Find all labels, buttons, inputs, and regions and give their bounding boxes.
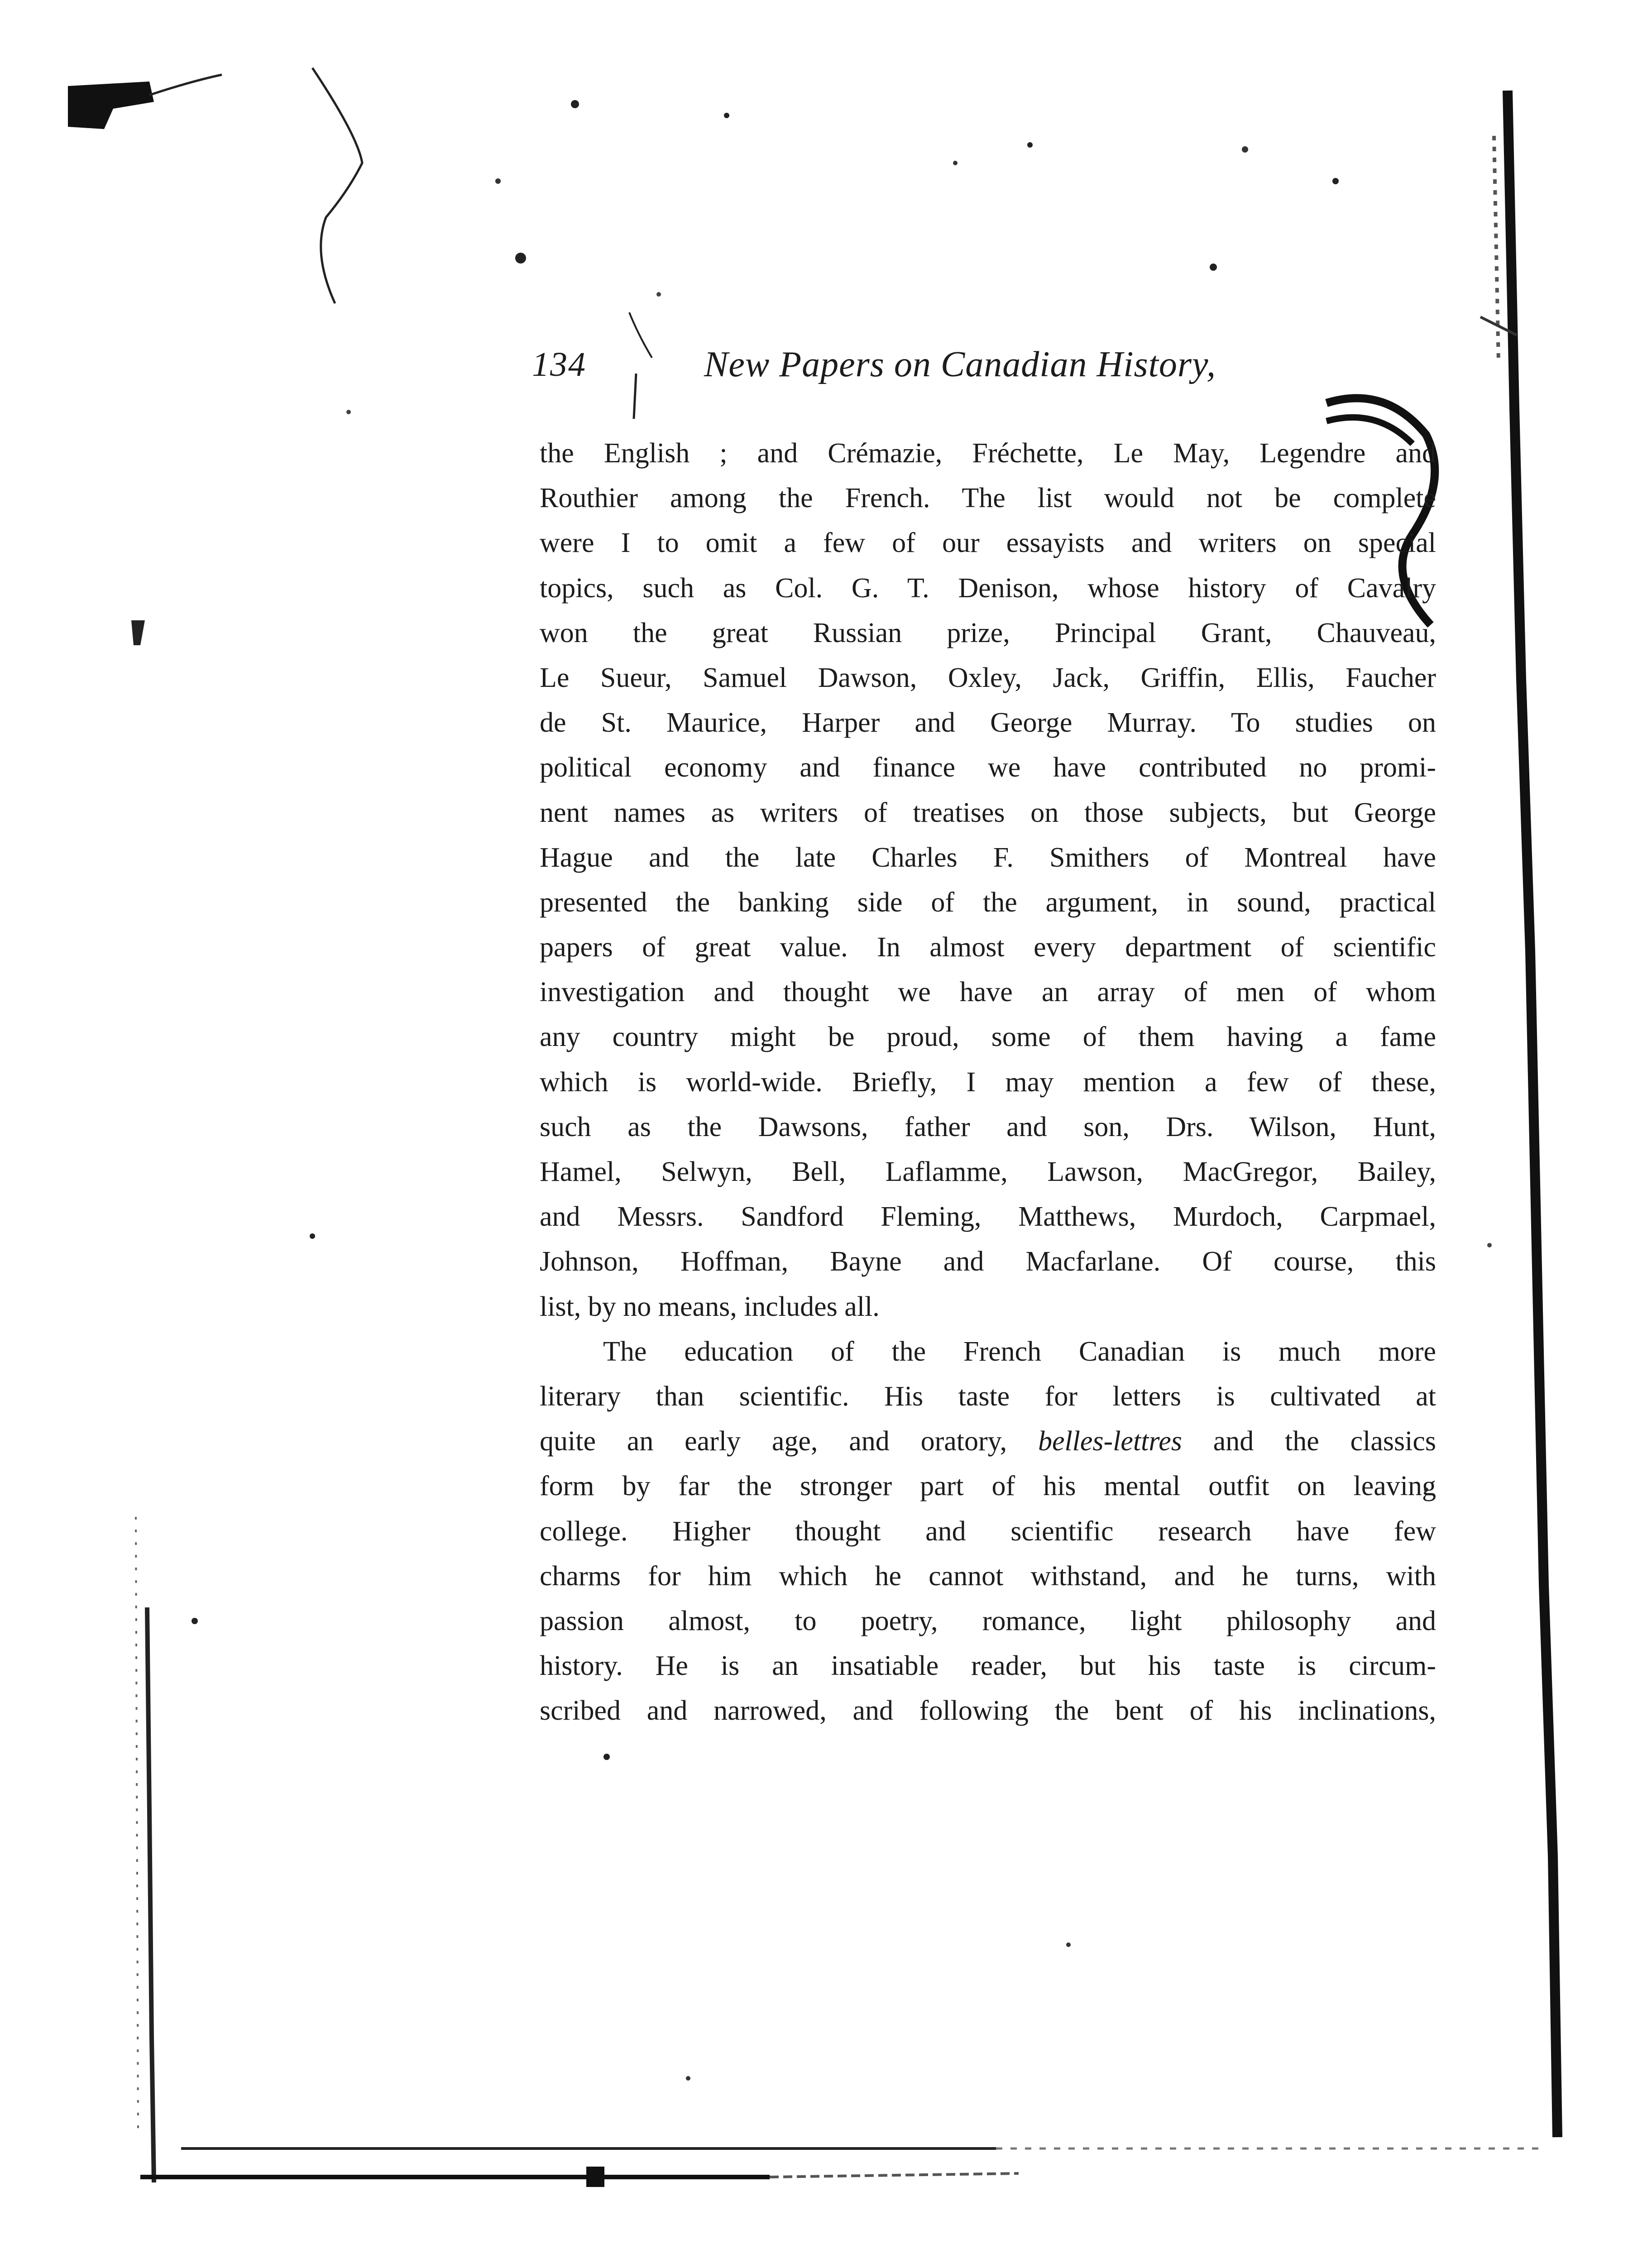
text-line: college. Higher thought and scientific research have few <box>540 1515 1436 1547</box>
text-line: were I to omit a few of our essayists and writers on special <box>540 528 1436 559</box>
text-line: presented the banking side of the argument, in sound, practical <box>540 887 1436 918</box>
text-line: charms for him which he cannot withstand, and he turns, with <box>540 1560 1436 1592</box>
text-line: and Messrs. Sandford Fleming, Matthews, Murdoch, Carpmael, <box>540 1201 1436 1233</box>
text-line: history. He is an insatiable reader, but his taste is circum- <box>540 1650 1436 1682</box>
paragraph-1 <box>540 431 1436 1329</box>
text-segment: and the classics <box>1213 1426 1437 1457</box>
text-line: won the great Russian prize, Principal Grant, Chauveau, <box>540 617 1436 648</box>
text-line: Hamel, Selwyn, Bell, Laflamme, Lawson, MacGregor, Bailey, <box>540 1156 1436 1187</box>
italic-term: belles-lettres <box>1038 1426 1182 1457</box>
running-header <box>532 337 1283 392</box>
body-text <box>540 431 1436 1733</box>
text-line: papers of great value. In almost every department of scientific <box>540 932 1436 963</box>
text-line: Hague and the late Charles F. Smithers of Montreal have <box>540 842 1436 873</box>
text-line: the English ; and Crémazie, Fréchette, Le May, Legendre and <box>540 438 1436 469</box>
text-line: Le Sueur, Samuel Dawson, Oxley, Jack, Griffin, Ellis, Faucher <box>540 662 1436 693</box>
text-line: de St. Maurice, Harper and George Murray. To studies on <box>540 707 1436 739</box>
running-title: New Papers on Canadian History, <box>704 345 1216 384</box>
text-line: list, by no means, includes all. <box>540 1291 880 1322</box>
text-line: investigation and thought we have an array of men of whom <box>540 977 1436 1008</box>
text-line: literary than scientific. His taste for letters is cultivated at <box>540 1381 1436 1412</box>
paragraph-2 <box>540 1329 1436 1734</box>
text-line <box>540 1419 1436 1464</box>
text-line: passion almost, to poetry, romance, light philosophy and <box>540 1605 1436 1636</box>
text-line: scribed and narrowed, and following the bent of his inclinations, <box>540 1695 1436 1726</box>
text-line: political economy and finance we have contributed no promi- <box>540 752 1436 783</box>
page-number: 134 <box>532 345 586 384</box>
text-line: which is world-wide. Briefly, I may mention a few of these, <box>540 1066 1436 1098</box>
text-line: Johnson, Hoffman, Bayne and Macfarlane. Of course, this <box>540 1246 1436 1277</box>
text-line: such as the Dawsons, father and son, Drs. Wilson, Hunt, <box>540 1111 1436 1142</box>
text-line: Routhier among the French. The list would not be complete <box>540 483 1436 514</box>
text-segment: quite an early age, and oratory, <box>540 1426 1007 1457</box>
text-line: nent names as writers of treatises on those subjects, but George <box>540 797 1436 828</box>
text-line: The education of the French Canadian is much more <box>603 1336 1436 1367</box>
text-line: form by far the stronger part of his mental outfit on leaving <box>540 1471 1436 1502</box>
text-line: topics, such as Col. G. T. Denison, whose history of Cavalry <box>540 572 1436 604</box>
text-line: any country might be proud, some of them having a fame <box>540 1021 1436 1053</box>
